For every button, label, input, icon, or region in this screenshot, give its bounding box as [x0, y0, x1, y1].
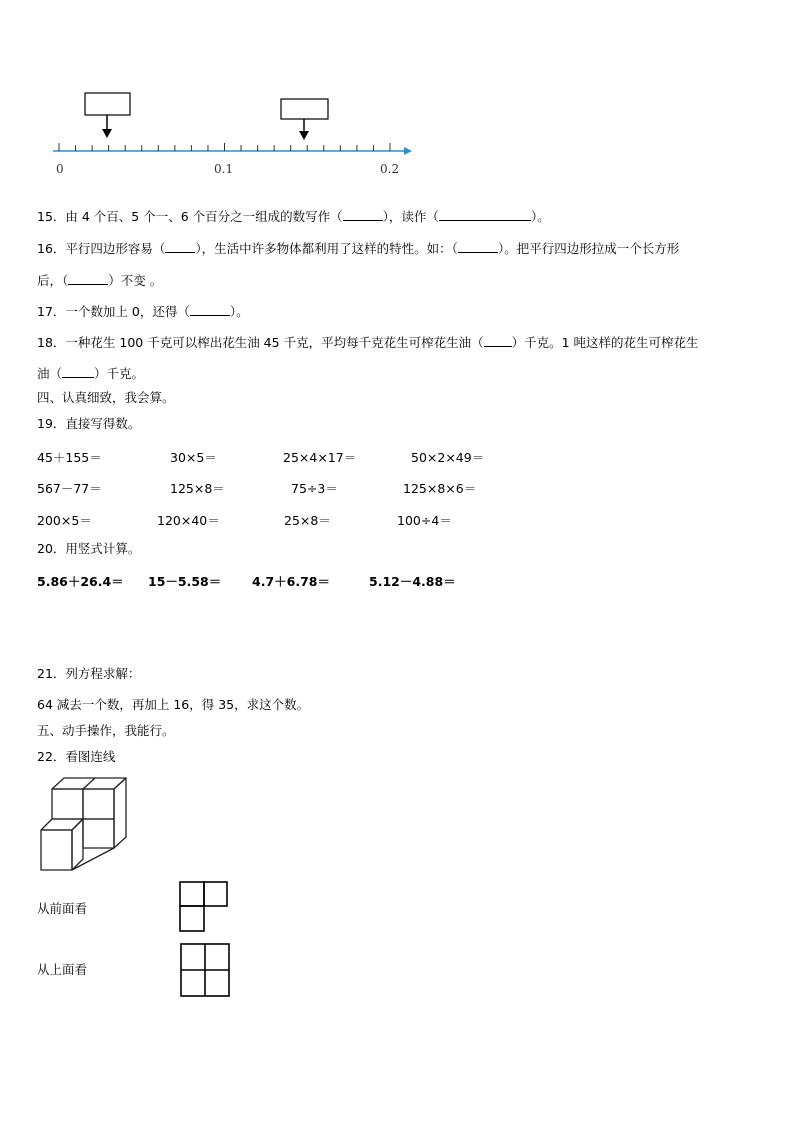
front-view-shape[interactable] [178, 880, 230, 935]
calc-item: 125×8＝ [170, 481, 225, 496]
question-text: 油（ [37, 366, 63, 381]
question-17 [37, 303, 249, 320]
calc-item: 25×4×17＝ [283, 450, 357, 465]
calc-item: 100÷4＝ [397, 513, 452, 528]
top-view-shape[interactable] [179, 942, 233, 1000]
calc-item: 5.12－4.88＝ [369, 574, 456, 589]
calc-item: 125×8×6＝ [403, 481, 477, 496]
number-line-axis [53, 143, 412, 155]
question-text: ）千克。1 吨这样的花生可榨花生 [511, 335, 699, 350]
question-text: 一种花生 100 千克可以榨出花生油 45 千克，平均每千克花生可榨花生油（ [65, 335, 484, 350]
question-text: ）。 [530, 209, 550, 224]
question-text: ）。 [229, 304, 249, 319]
calc-item: 567－77＝ [37, 481, 102, 496]
calc-item: 30×5＝ [170, 450, 217, 465]
question-number: 18． [37, 335, 66, 350]
calc-item: 25×8＝ [284, 513, 331, 528]
question-text: 一个数加上 0，还得（ [65, 304, 190, 319]
calc-item: 15－5.58＝ [148, 574, 222, 589]
question-text: 由 4 个百、5 个一、6 个百分之一组成的数写作（ [65, 209, 343, 224]
question-22-title: 22．看图连线 [37, 749, 116, 764]
question-16-line1 [37, 240, 679, 257]
question-text: 后，（ [37, 273, 69, 288]
tick-label-0: 0 [56, 162, 64, 176]
answer-blank[interactable] [165, 240, 195, 253]
answer-blank[interactable] [68, 272, 108, 285]
top-view-label: 从上面看 [37, 962, 88, 977]
answer-blank[interactable] [439, 208, 531, 221]
calc-item: 120×40＝ [157, 513, 220, 528]
question-text: ）不变 。 [108, 273, 163, 288]
number-line-figure [40, 88, 430, 183]
cube-stack-figure [38, 775, 133, 875]
question-21-title: 21．列方程求解： [37, 666, 141, 681]
question-16-line2 [37, 272, 162, 289]
calc-item: 50×2×49＝ [411, 450, 485, 465]
calc-item: 5.86＋26.4＝ [37, 574, 124, 589]
answer-blank[interactable] [190, 303, 230, 316]
answer-blank[interactable] [343, 208, 383, 221]
calc-item: 200×5＝ [37, 513, 92, 528]
answer-blank[interactable] [458, 240, 498, 253]
answer-blank[interactable] [62, 365, 94, 378]
question-text: ），生活中许多物体都利用了这样的特性。如：（ [195, 241, 458, 256]
axis-arrow-icon [404, 147, 412, 155]
question-18-line2 [37, 365, 144, 382]
question-text: ），读作（ [382, 209, 439, 224]
question-number: 15． [37, 209, 66, 224]
question-15 [37, 208, 550, 225]
arrow-down-icon [102, 115, 112, 138]
question-21-text: 64 减去一个数，再加上 16，得 35，求这个数。 [37, 697, 310, 712]
question-number: 17． [37, 304, 66, 319]
answer-box-right[interactable] [281, 99, 328, 119]
question-20-title: 20．用竖式计算。 [37, 541, 141, 556]
question-number: 16． [37, 241, 66, 256]
front-view-label: 从前面看 [37, 901, 88, 916]
tick-label-0.1: 0.1 [214, 162, 234, 176]
question-text: 平行四边形容易（ [65, 241, 166, 256]
question-18-line1 [37, 334, 699, 351]
arrow-down-icon [299, 119, 309, 140]
calc-item: 75÷3＝ [291, 481, 338, 496]
question-text: ）千克。 [94, 366, 145, 381]
answer-blank[interactable] [484, 334, 512, 347]
answer-box-left[interactable] [85, 93, 130, 115]
question-19-title: 19．直接写得数。 [37, 416, 141, 431]
section-5-title: 五、动手操作，我能行。 [37, 723, 175, 738]
calc-item: 4.7＋6.78＝ [252, 574, 330, 589]
calc-item: 45＋155＝ [37, 450, 102, 465]
section-4-title: 四、认真细致，我会算。 [37, 390, 175, 405]
question-text: ）。把平行四边形拉成一个长方形 [497, 241, 680, 256]
tick-label-0.2: 0.2 [380, 162, 400, 176]
